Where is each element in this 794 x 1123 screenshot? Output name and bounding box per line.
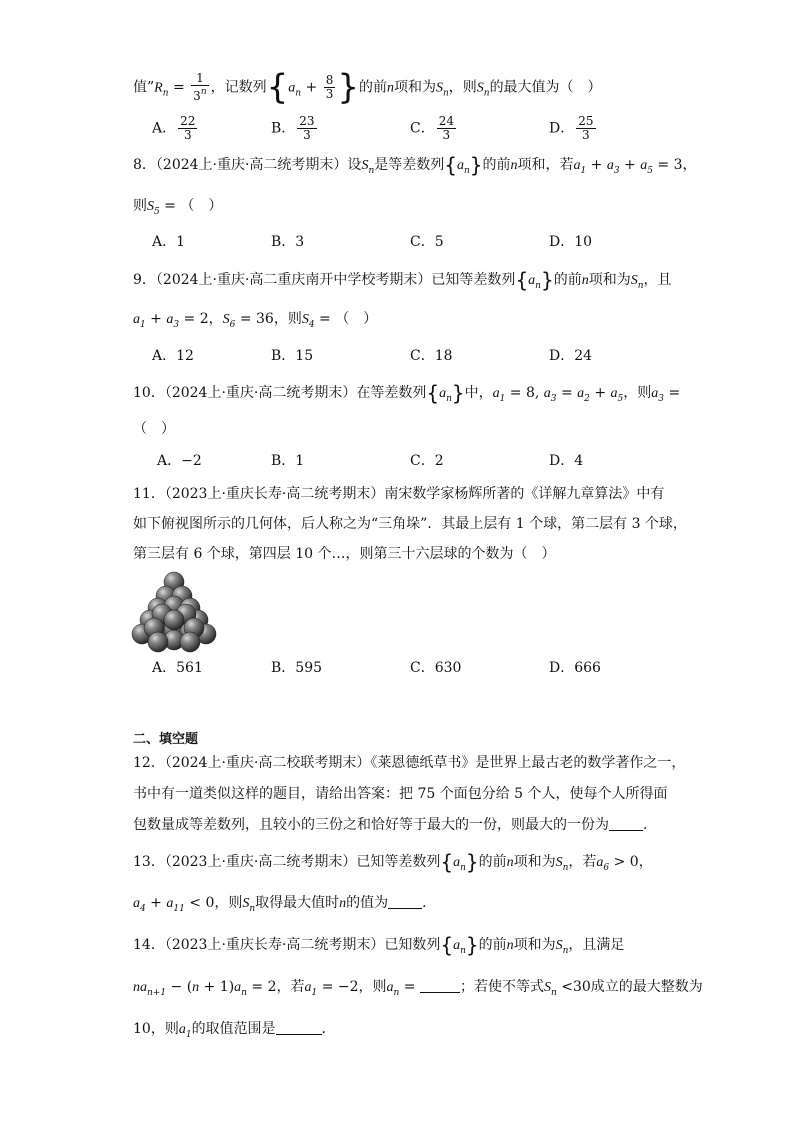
q8-option-d[interactable]: D．10 <box>549 234 593 250</box>
q14-stem: 14．（2023上·重庆长寿·高二统考期末）已知数列$\{a_n\}$的前n项和为$S_n$，且满足 <box>133 933 625 957</box>
q11-option-c[interactable]: C．630 <box>410 660 462 676</box>
q14-answer-blank-1[interactable] <box>420 978 460 993</box>
q7-option-d[interactable]: D． $\frac{25}{3}$ <box>549 114 594 142</box>
q8-stem-line2: 则$S_5$ = （ ） <box>133 198 223 217</box>
q9-option-a[interactable]: A．12 <box>152 348 194 364</box>
q8-option-b[interactable]: B．3 <box>271 234 305 250</box>
q11-line1: 11．（2023上·重庆长寿·高二统考期末）南宋数学家杨辉所著的《详解九章算法》中有 <box>133 486 665 502</box>
q11-line3: 第三层有 6 个球，第四层 10 个…，则第三十六层球的个数为（ ） <box>133 546 556 562</box>
q11-line2: 如下俯视图所示的几何体，后人称之为“三角垛”．其最上层有 1 个球，第二层有 3 个球， <box>133 516 687 532</box>
q7-option-c[interactable]: C． $\frac{24}{3}$ <box>410 114 454 142</box>
q11-option-d[interactable]: D．666 <box>549 660 601 676</box>
q13-stem-line2: $a_4 + a_{11} < 0$，则$S_n$取得最大值时n的值为 ． <box>133 895 437 914</box>
fraction: $\frac{8}{3}$ <box>325 73 334 101</box>
q12-line2: 书中有一道类似这样的题目，请给出答案：把 75 个面包分给 5 个人，使每个人所得面 <box>133 786 668 802</box>
q7-stem: 值$”R_n$ = $\frac{1}{3^n}$ ，记数列{$a_n$ + $\frac{8}{3}$ }的前n项和为$S_n$，则$S_n$的最大值为（ ） <box>133 67 602 108</box>
q12-line1: 12．（2024上·重庆·高二校联考期末）《莱恩德纸草书》是世界上最古老的数学著作之一， <box>133 755 686 771</box>
q12-answer-blank[interactable] <box>609 816 643 831</box>
fraction: $\frac{1}{3^n}$ <box>193 71 207 103</box>
q9-stem: 9．（2024上·重庆·高二重庆南开中学校考期末）已知等差数列$\{a_n\}$的前n项和为$S_n$，且 <box>133 268 672 292</box>
q11-option-a[interactable]: A．561 <box>152 660 203 676</box>
ball <box>180 632 200 652</box>
q10-option-c[interactable]: C．2 <box>410 453 444 469</box>
section-title-fill-in: 二、填空题 <box>133 732 199 747</box>
q9-option-b[interactable]: B．15 <box>271 348 314 364</box>
q11-option-b[interactable]: B．595 <box>271 660 323 676</box>
q14-stem-line3: 10，则$a_1$的取值范围是 ． <box>133 1021 336 1040</box>
q8-option-a[interactable]: A．1 <box>152 234 186 250</box>
q10-stem-line2: （ ） <box>133 421 175 437</box>
q10-option-d[interactable]: D．4 <box>549 453 584 469</box>
ball <box>148 632 168 652</box>
q14-answer-blank-2[interactable] <box>276 1020 322 1035</box>
q7-option-a[interactable]: A． $\frac{22}{3}$ <box>152 114 196 142</box>
q7-option-b[interactable]: B． $\frac{23}{3}$ <box>271 114 315 142</box>
q12-line3: 包数量成等差数列，且较小的三份之和恰好等于最大的一份，则最大的一份为 ． <box>133 817 657 833</box>
q10-option-a[interactable]: A．−2 <box>157 453 202 469</box>
q8-option-c[interactable]: C．5 <box>410 234 444 250</box>
q14-stem-line2: $na_{n+1} - (n + 1)a_n = 2$，若$a_1 = -2$，则$a_n$ = ；若使不等式$S_n <30$成立的最大整数为 <box>133 979 703 998</box>
q9-option-c[interactable]: C．18 <box>410 348 453 364</box>
q7-text: 值” <box>133 79 155 96</box>
q13-stem: 13．（2023上·重庆·高二统考期末）已知等差数列$\{a_n\}$的前n项和为$S_n$，若$a_6 > 0$， <box>133 850 653 874</box>
triangle-stack-figure <box>128 570 222 654</box>
q13-answer-blank[interactable] <box>388 894 422 909</box>
ball <box>164 610 184 630</box>
q8-stem: 8．（2024上·重庆·高二统考期末）设$S_n$是等差数列$\{a_n\}$的前n项和，若$a_1 + a_3 + a_5 = 3$， <box>133 153 697 177</box>
q10-option-b[interactable]: B．1 <box>271 453 305 469</box>
q10-stem: 10．（2024上·重庆·高二统考期末）在等差数列$\{a_n\}$中，$a_1 = 8$, $a_3 = a_2 + a_5$，则$a_3$ = <box>133 381 681 405</box>
q9-option-d[interactable]: D．24 <box>549 348 593 364</box>
q9-stem-line2: $a_1 + a_3 = 2$，$S_6 = 36$，则$S_4$ = （ ） <box>133 311 378 330</box>
